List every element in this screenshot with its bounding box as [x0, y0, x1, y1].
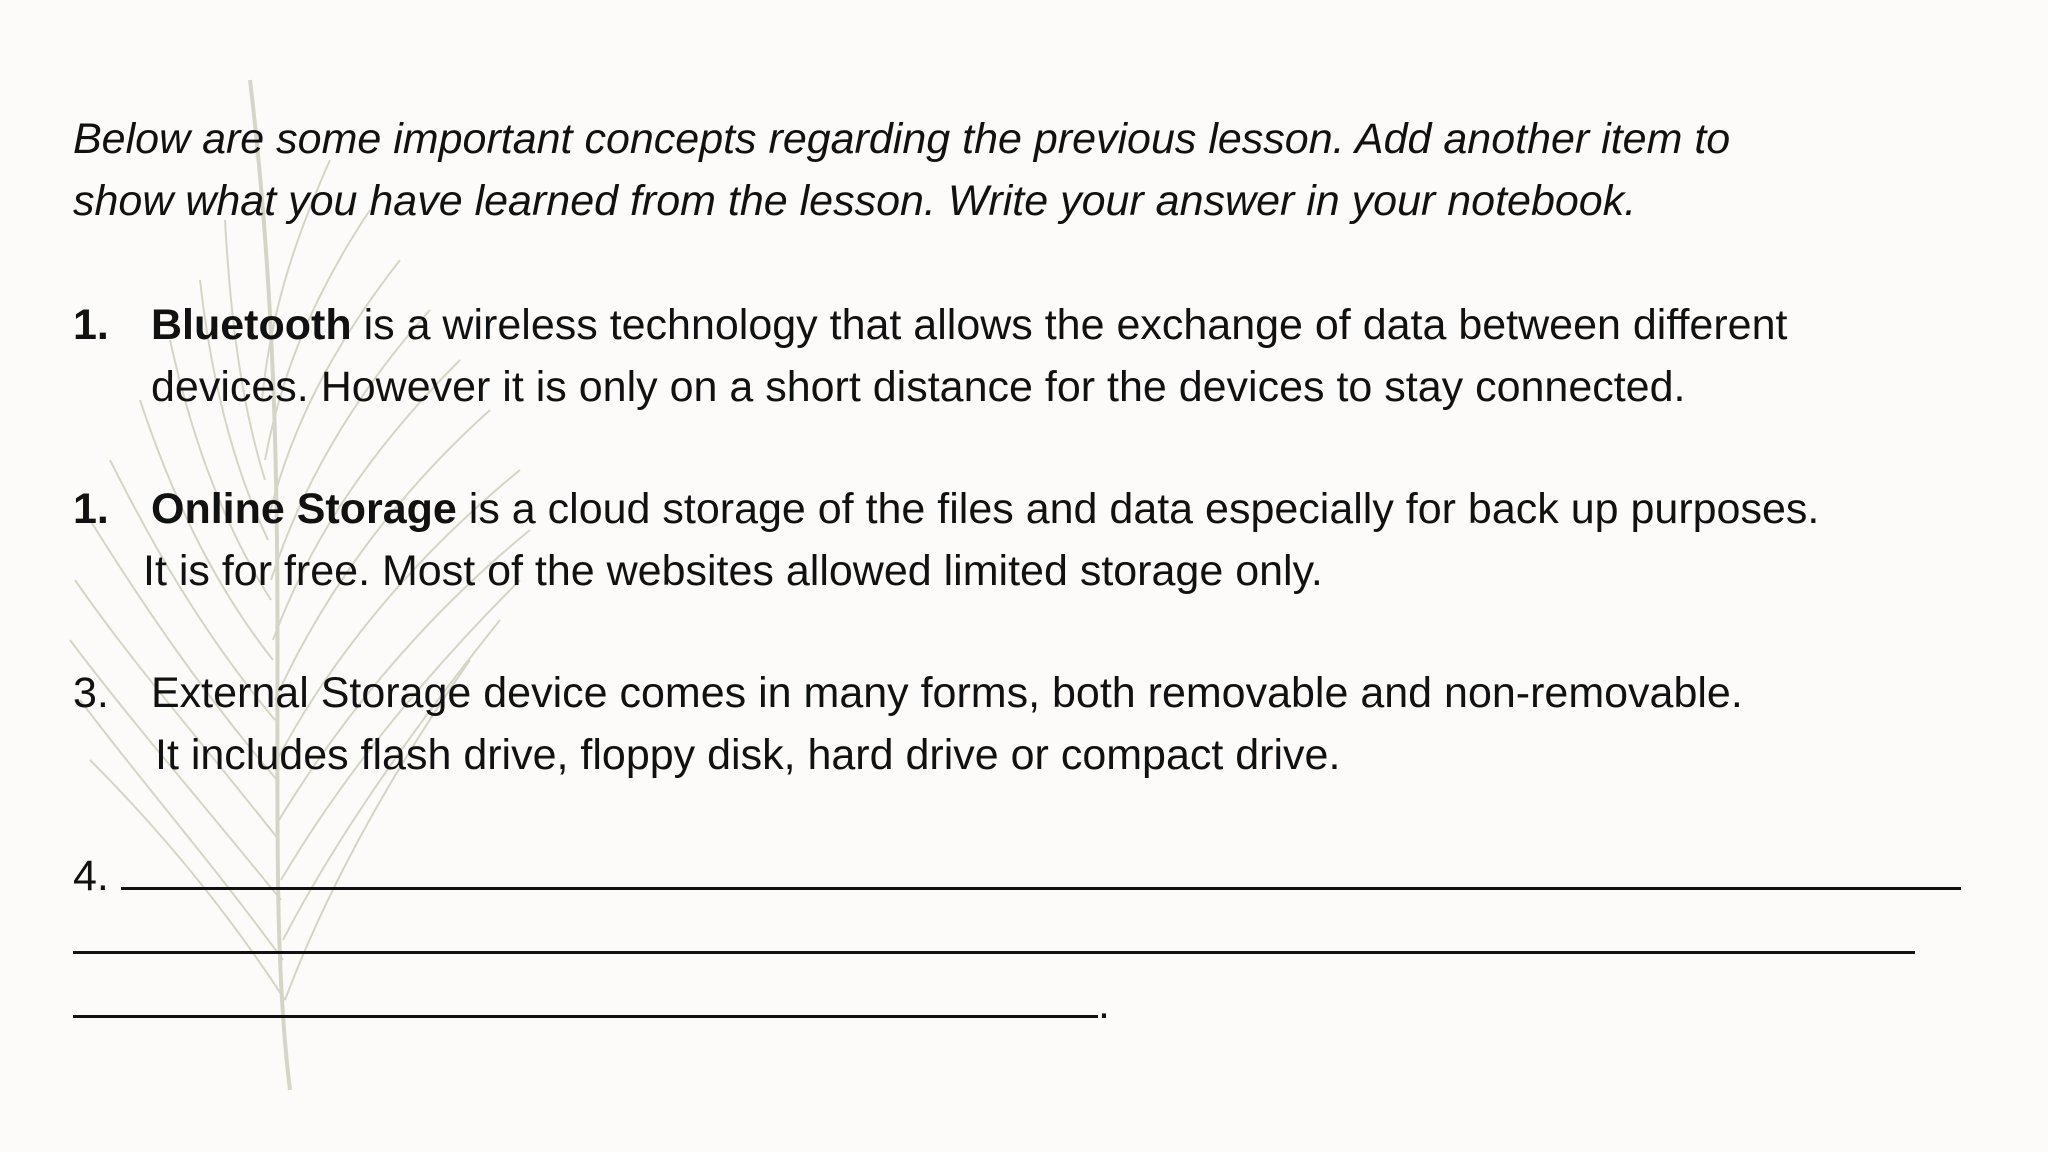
list-item-online-storage: [73, 478, 1993, 602]
answer-blank[interactable]: [73, 844, 1993, 1036]
answer-end-mark: .: [1098, 980, 1110, 1028]
answer-line-1: [121, 847, 1961, 890]
instructions-line-2: show what you have learned from the lesson. Write your answer in your notebook.: [73, 177, 1637, 225]
item-term: Bluetooth: [151, 301, 352, 349]
item-text: External Storage device comes in many forms, both removable and non-removable.: [151, 669, 1743, 717]
item-text-line-2: devices. However it is only on a short distance for the devices to stay connected.: [151, 363, 1686, 411]
item-number: 3.: [73, 669, 109, 717]
list-item-bluetooth: [73, 294, 1993, 418]
item-text-line-2: It includes flash drive, floppy disk, hard drive or compact drive.: [155, 731, 1341, 779]
answer-line-3: [73, 975, 1098, 1018]
content: [73, 108, 1993, 1036]
answer-number: 4.: [73, 852, 109, 900]
answer-line-2: [73, 911, 1915, 954]
instructions-line-1: Below are some important concepts regarding the previous lesson. Add another item to: [73, 115, 1731, 163]
instructions: [73, 108, 1993, 232]
item-number: 1.: [73, 485, 109, 533]
item-term: Online Storage: [151, 485, 457, 533]
item-text-line-2: It is for free. Most of the websites allowed limited storage only.: [143, 547, 1323, 595]
item-text: is a cloud storage of the files and data especially for back up purposes.: [456, 485, 1820, 533]
list-item-external-storage: [73, 662, 1993, 786]
item-text: is a wireless technology that allows the exchange of data between different: [351, 301, 1788, 349]
item-number: 1.: [73, 301, 109, 349]
